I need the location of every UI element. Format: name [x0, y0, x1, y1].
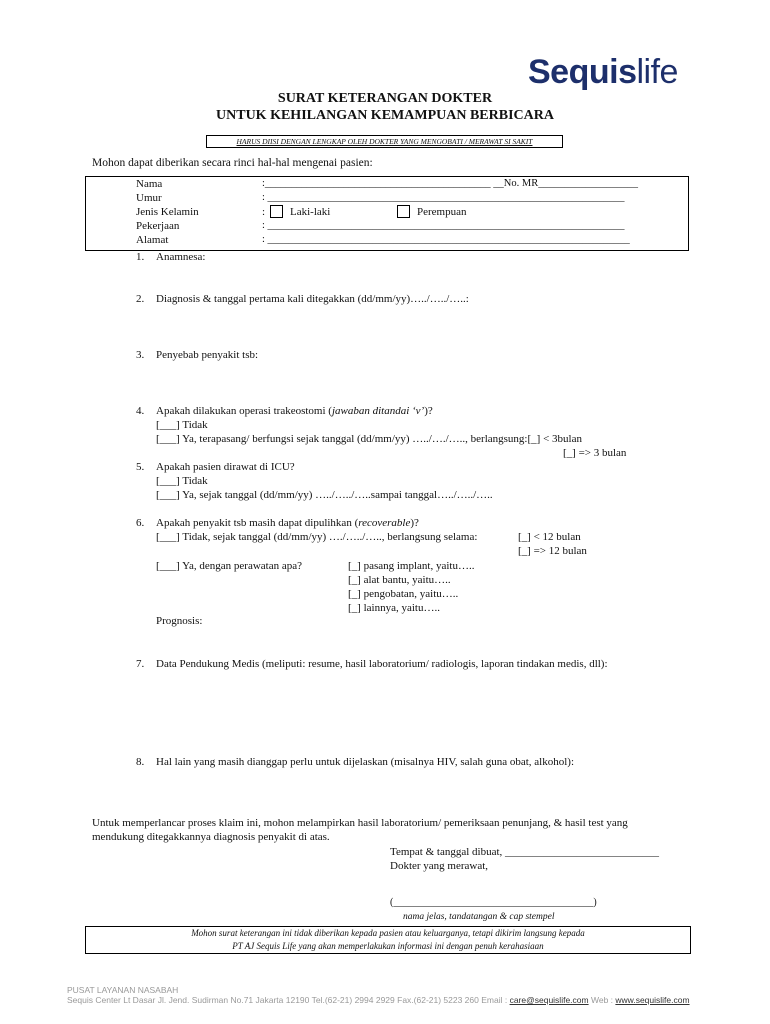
closing-line-1: Untuk memperlancar proses klaim ini, mohon melampirkan hasil laboratorium/ pemeriksaan penunjang, & hasil test yang	[92, 817, 628, 829]
umur-label: Umur	[136, 192, 162, 204]
q5-icu: Apakah pasien dirawat di ICU?	[156, 461, 295, 473]
pekerjaan-field[interactable]: : ____________________________________________________________________	[262, 220, 625, 231]
male-label: Laki-laki	[290, 206, 331, 218]
q6-assistive-device[interactable]: [_] alat bantu, yaitu…..	[348, 574, 451, 586]
logo-brand: Sequis	[528, 53, 637, 91]
pekerjaan-label: Pekerjaan	[136, 220, 180, 232]
closing-line-2: mendukung ditegakkannya diagnosis penyakit di atas.	[92, 831, 330, 843]
alamat-field[interactable]: : _____________________________________________________________________	[262, 234, 630, 245]
alamat-label: Alamat	[136, 234, 169, 246]
q3-number: 3.	[136, 349, 145, 361]
q6-recoverable: Apakah penyakit tsb masih dapat dipulihkan (recoverable)?	[156, 517, 419, 529]
logo-suffix: life	[636, 53, 678, 91]
title-line-1: SURAT KETERANGAN DOKTER	[277, 91, 493, 106]
q2-number: 2.	[136, 293, 145, 305]
footer-title: PUSAT LAYANAN NASABAH	[67, 985, 179, 995]
q6-implant[interactable]: [_] pasang implant, yaitu…..	[348, 560, 475, 572]
female-label: Perempuan	[417, 206, 467, 218]
place-date-field[interactable]: Tempat & tanggal dibuat, ____________________________	[390, 846, 660, 858]
jenis-kelamin-label: Jenis Kelamin	[136, 206, 199, 218]
q4-tracheostomy: Apakah dilakukan operasi trakeostomi (jawaban ditandai ‘v’)?	[156, 405, 433, 417]
q4-option-3-months[interactable]: [_] => 3 bulan	[563, 447, 627, 459]
female-checkbox[interactable]	[397, 205, 410, 219]
q6-option-no[interactable]: [___] Tidak, sejak tanggal (dd/mm/yy) …./…../….., berlangsung selama:	[156, 531, 478, 543]
sequis-life-logo	[528, 52, 678, 92]
confidentiality-box	[85, 926, 691, 954]
q7-number: 7.	[136, 658, 145, 670]
website-link[interactable]: www.sequislife.com	[615, 995, 690, 1005]
fill-notice: HARUS DIISI DENGAN LENGKAP OLEH DOKTER YANG MENGOBATI / MERAWAT SI SAKIT	[206, 135, 563, 148]
treating-doctor-label: Dokter yang merawat,	[390, 860, 489, 872]
q4-option-no[interactable]: [___] Tidak	[156, 419, 208, 431]
prognosis-label: Prognosis:	[156, 615, 203, 627]
q3-cause: Penyebab penyakit tsb:	[156, 349, 259, 361]
signature-line[interactable]: (________________________________________)	[390, 897, 597, 908]
q7-medical-data: Data Pendukung Medis (meliputi: resume, hasil laboratorium/ radiologis, laporan tindakan medis, dll):	[156, 658, 608, 670]
q8-other-info: Hal lain yang masih dianggap perlu untuk dijelaskan (misalnya HIV, salah guna obat, alkohol):	[156, 756, 575, 768]
q1-number: 1.	[136, 251, 145, 263]
q4-number: 4.	[136, 405, 145, 417]
male-checkbox[interactable]	[270, 205, 283, 219]
q4-option-yes[interactable]: [___] Ya, terapasang/ berfungsi sejak tanggal (dd/mm/yy) …../…./….., berlangsung:[_] < 3bulan	[156, 433, 582, 445]
nama-label: Nama	[136, 178, 163, 190]
title-line-2: UNTUK KEHILANGAN KEMAMPUAN BERBICARA	[216, 108, 554, 123]
signature-caption: nama jelas, tandatangan & cap stempel	[403, 912, 555, 922]
q2-diagnosis: Diagnosis & tanggal pertama kali ditegakkan (dd/mm/yy)…../…../…..:	[156, 293, 469, 305]
nama-field[interactable]: :___________________________________________ __No. MR___________________	[262, 178, 638, 189]
confidentiality-line-1: Mohon surat keterangan ini tidak diberikan kepada pasien atau keluarganya, tetapi dikirim langsung kepada	[191, 928, 585, 938]
q6-medication[interactable]: [_] pengobatan, yaitu…..	[348, 588, 459, 600]
umur-field[interactable]: : ____________________________________________________________________	[262, 192, 625, 203]
q8-number: 8.	[136, 756, 145, 768]
q5-number: 5.	[136, 461, 145, 473]
checkbox-icon	[270, 205, 283, 218]
footer-address: Sequis Center Lt Dasar Jl. Jend. Sudirman No.71 Jakarta 12190 Tel.(62-21) 2994 2929 Fax.(62-21) 5223 260 Email : care@sequislife.com Web : www.sequislife.com	[67, 995, 690, 1005]
q5-option-no[interactable]: [___] Tidak	[156, 475, 208, 487]
checkbox-icon	[397, 205, 410, 218]
intro-text: Mohon dapat diberikan secara rinci hal-hal mengenai pasien:	[92, 157, 373, 169]
q6-other[interactable]: [_] lainnya, yaitu…..	[348, 602, 440, 614]
email-link[interactable]: care@sequislife.com	[509, 995, 589, 1005]
confidentiality-line-2: PT AJ Sequis Life yang akan memperlakukan informasi ini dengan penuh kerahasiaan	[232, 941, 544, 951]
jenis-kelamin-colon: :	[262, 206, 266, 218]
q6-number: 6.	[136, 517, 145, 529]
q6-option-yes[interactable]: [___] Ya, dengan perawatan apa?	[156, 560, 302, 572]
q5-option-yes[interactable]: [___] Ya, sejak tanggal (dd/mm/yy) …../…../…..sampai tanggal…../…../…..	[156, 489, 493, 501]
q6-option-lt-12[interactable]: [_] < 12 bulan	[518, 531, 581, 543]
q1-anamnesa: Anamnesa:	[156, 251, 206, 263]
q6-option-gte-12[interactable]: [_] => 12 bulan	[518, 545, 587, 557]
